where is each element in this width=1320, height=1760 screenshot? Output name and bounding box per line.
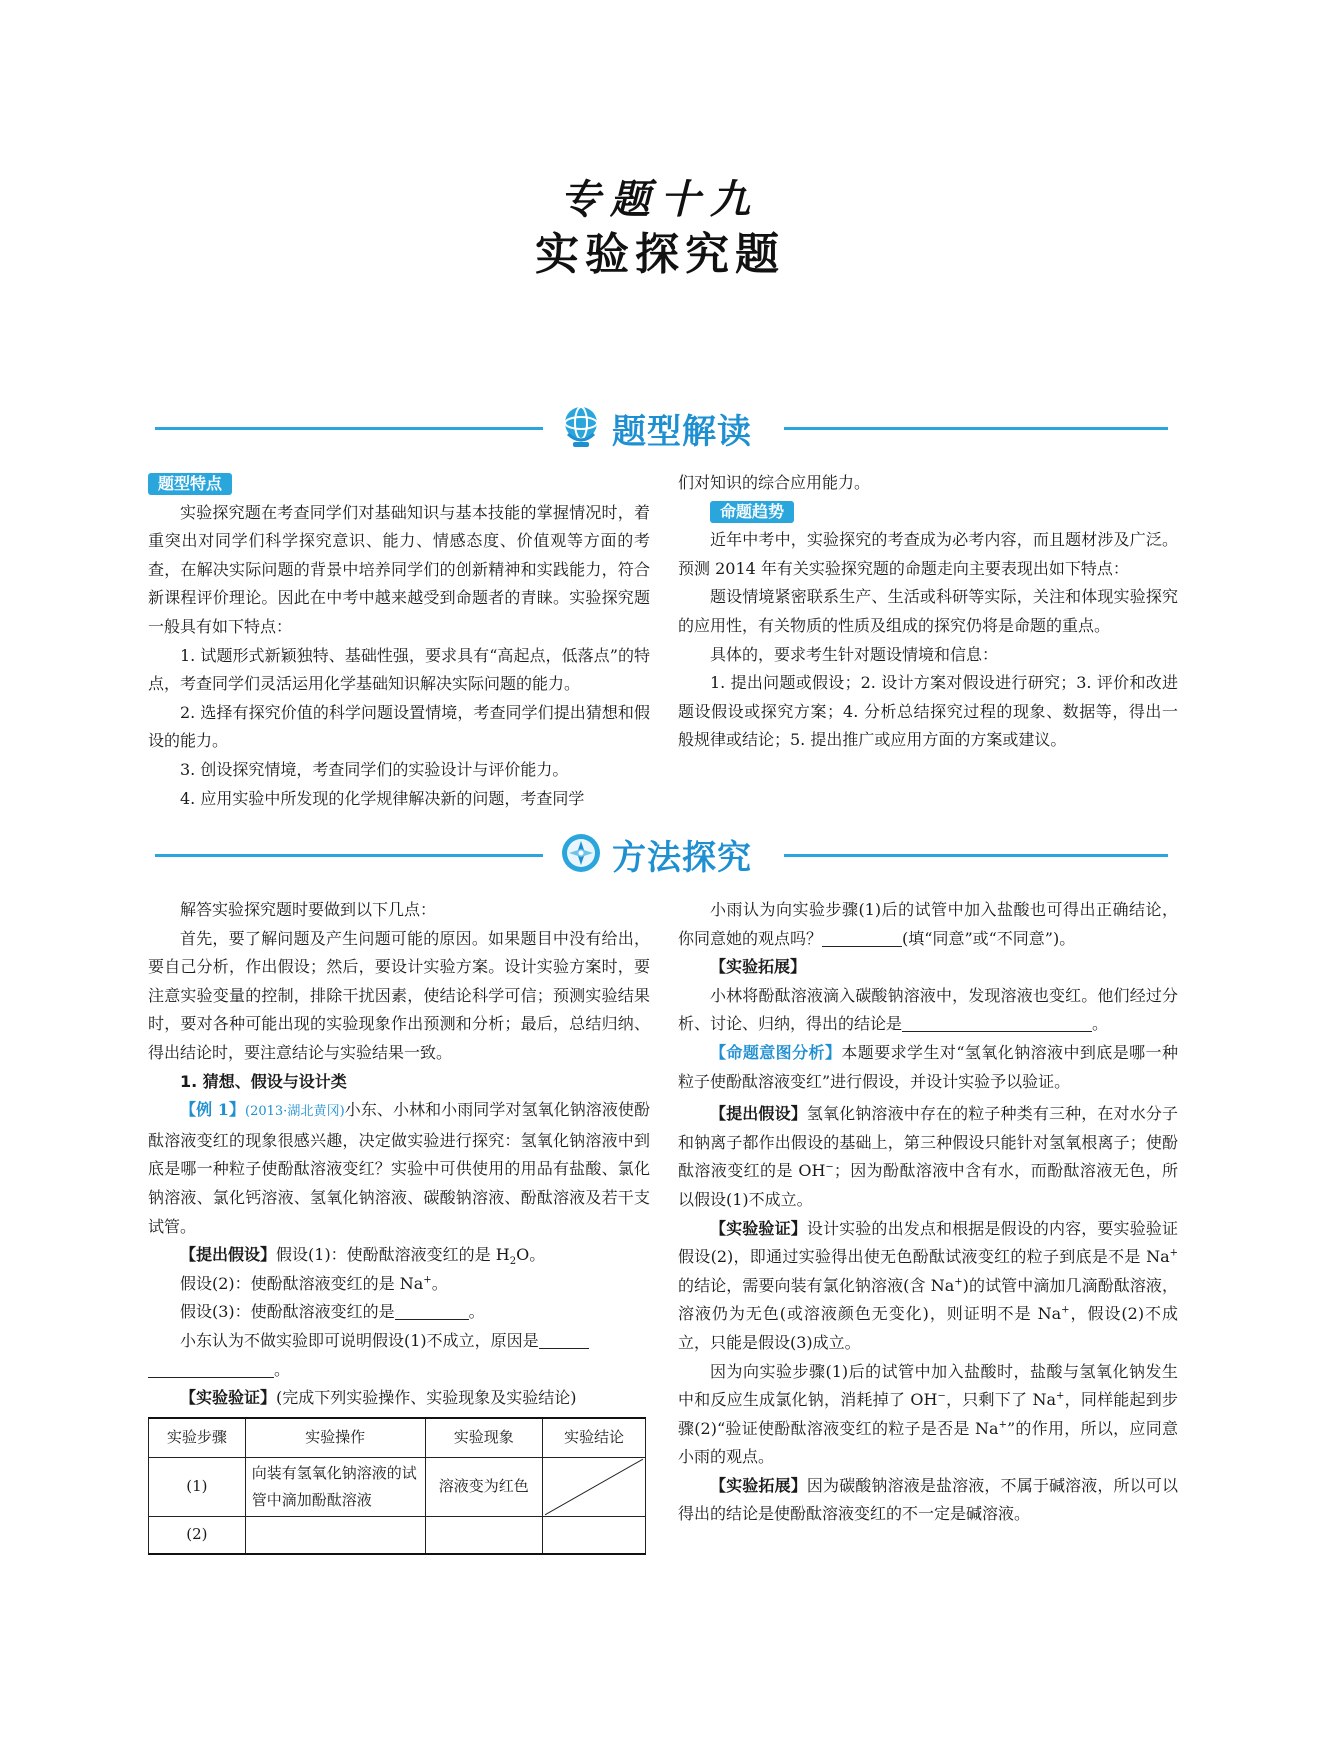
table-cell-conclusion-1-diagonal	[543, 1457, 646, 1516]
answer-extension: 【实验拓展】因为碳酸钠溶液是盐溶液，不属于碱溶液，所以可以得出的结论是使酚酞溶液变红的不一定是碱溶液。	[678, 1475, 1178, 1524]
experiment-table	[148, 1417, 646, 1555]
badge-features: 题型特点	[148, 473, 232, 495]
verify-instruction: 【实验验证】(完成下列实验操作、实验现象及实验结论)	[180, 1388, 577, 1408]
extension-blank[interactable]	[902, 1013, 1092, 1032]
section2-header	[558, 828, 780, 878]
hypothesis-3-blank[interactable]	[395, 1301, 469, 1320]
method-intro: 解答实验探究题时要做到以下几点：	[180, 900, 437, 919]
table-header-conclusion: 实验结论	[543, 1418, 646, 1458]
section1-line-left	[155, 427, 543, 430]
features-continued: 们对知识的综合应用能力。	[678, 473, 871, 492]
xiaoyu-question: 小雨认为向实验步骤(1)后的试管中加入盐酸也可得出正确结论，你同意她的观点吗？ (填“同意”或“不同意”)。	[678, 900, 1178, 948]
example-1	[148, 1096, 650, 1241]
features-paragraph: 实验探究题在考查同学们对基础知识与基本技能的掌握情况时，着重突出对同学们科学探究意识、能力、情感态度、价值观等方面的考查，在解决实际问题的背景中培养同学们的创新精神和实践能力，符合新课程评价理论。因此在中考中越来越受到命题者的青睐。实验探究题一般具有如下特点：	[148, 502, 650, 636]
topic-number-title: 专题十九	[560, 177, 760, 223]
method-paragraph: 首先，要了解问题及产生问题可能的原因。如果题目中没有给出，要自己分析，作出假设；然后，要设计实验方案。设计实验方案时，要注意实验变量的控制，排除干扰因素，使结论科学可信；预测实验结果时，要对各种可能出现的实验现象作出预测和分析；最后，总结归纳、得出结论时，要注意结论与实验结果一致。	[148, 928, 650, 1062]
subheading-guess-hypothesis: 1. 猜想、假设与设计类	[180, 1071, 347, 1091]
xiaoyu-blank[interactable]	[822, 928, 902, 947]
section2-line-left	[155, 854, 543, 857]
section2-right-column	[678, 896, 1178, 1529]
table-cell-phenomenon-2[interactable]	[425, 1516, 542, 1554]
hypothesis-1: 【提出假设】假设(1)：使酚酞溶液变红的是 $H_2O$。	[180, 1245, 546, 1268]
globe-icon	[558, 404, 604, 450]
xiaodong-blank-1[interactable]	[539, 1330, 589, 1349]
section1-right-column	[678, 469, 1178, 755]
trend-paragraph-3: 具体的，要求考生针对题设情境和信息：	[710, 644, 999, 664]
hypothesis-label: 【提出假设】	[180, 1245, 277, 1265]
xiaodong-question: 小东认为不做实验即可说明假设(1)不成立，原因是	[148, 1327, 650, 1356]
section1-line-right	[784, 427, 1168, 430]
section1-left-column	[148, 470, 650, 813]
table-row	[149, 1516, 646, 1554]
answer-hypothesis: 【提出假设】氢氧化钠溶液中存在的粒子种类有三种，在对水分子和钠离子都作出假设的基础上，第三种假设只能针对氢氧根离子；使酚酞溶液变红的是 OH−；因为酚酞溶液中含有水，而酚酞溶液无色，所以假设(1)不成立。	[678, 1104, 1178, 1209]
trend-paragraph-4: 1. 提出问题或假设；2. 设计方案对假设进行研究；3. 评价和改进题设假设或探究方案；4. 分析总结探究过程的现象、数据等，得出一般规律或结论；5. 提出推广或应用方面的方案或建议。	[678, 673, 1178, 750]
answer-hydrochloric: 因为向实验步骤(1)后的试管中加入盐酸时，盐酸与氢氧化钠发生中和反应生成氯化钠，消耗掉了 OH−，只剩下了 Na+，同样能起到步骤(2)“验证使酚酞溶液变红的粒子是否是 Na+”的作用，所以，应同意小雨的观点。	[678, 1361, 1178, 1467]
compass-icon	[558, 830, 604, 876]
page-title: 实验探究题	[535, 229, 785, 280]
verify-label: 【实验验证】	[180, 1388, 277, 1408]
extension-label: 【实验拓展】	[710, 957, 807, 977]
table-header-operation: 实验操作	[245, 1418, 425, 1458]
table-row	[149, 1457, 646, 1516]
trend-paragraph-2: 题设情境紧密联系生产、生活或科研等实际，关注和体现实验探究的应用性，有关物质的性质及组成的探究仍将是命题的重点。	[678, 587, 1178, 635]
trend-paragraph-1: 近年中考中，实验探究的考查成为必考内容，而且题材涉及广泛。预测 2014 年有关实验探究题的命题走向主要表现出如下特点：	[678, 530, 1178, 578]
extension-question: 小林将酚酞溶液滴入碳酸钠溶液中，发现溶液也变红。他们经过分析、讨论、归纳，得出的结论是 。	[678, 985, 1178, 1034]
section2-title: 方法探究	[612, 838, 752, 878]
table-cell-operation-2[interactable]	[245, 1516, 425, 1554]
section2-line-right	[784, 854, 1168, 857]
table-cell-phenomenon-1: 溶液变为红色	[425, 1457, 542, 1516]
table-header-phenomenon: 实验现象	[425, 1418, 542, 1458]
features-item-2: 2. 选择有探究价值的科学问题设置情境，考查同学们提出猜想和假设的能力。	[148, 702, 650, 751]
table-cell-step-1: (1)	[149, 1457, 246, 1516]
section2-left-column	[148, 896, 650, 1555]
badge-trend: 命题趋势	[710, 501, 794, 523]
table-cell-conclusion-2[interactable]	[543, 1516, 646, 1554]
table-header-step: 实验步骤	[149, 1418, 246, 1458]
features-item-1: 1. 试题形式新颖独特、基础性强，要求具有“高起点，低落点”的特点，考查同学们灵活运用化学基础知识解决实际问题的能力。	[148, 645, 650, 694]
features-item-3: 3. 创设探究情境，考查同学们的实验设计与评价能力。	[180, 759, 569, 779]
example-source: (2013·湖北黄冈)	[245, 1104, 345, 1120]
analysis-label: 【命题意图分析】	[710, 1042, 842, 1062]
xiaodong-blank-2[interactable]	[148, 1359, 274, 1378]
table-cell-step-2: (2)	[149, 1516, 246, 1554]
section1-header	[558, 402, 780, 452]
xiaodong-question-cont: 。	[148, 1356, 650, 1385]
section1-title: 题型解读	[612, 412, 752, 452]
analysis-paragraph: 【命题意图分析】本题要求学生对“氢氧化钠溶液中到底是哪一种粒子使酚酞溶液变红”进行假设，并设计实验予以验证。	[678, 1042, 1178, 1091]
hypothesis-2: 假设(2)：使酚酞溶液变红的是 Na+。	[180, 1273, 448, 1293]
features-item-4: 4. 应用实验中所发现的化学规律解决新的问题，考查同学	[180, 788, 585, 808]
example-text: 小东、小林和小雨同学对氢氧化钠溶液使酚酞溶液变红的现象很感兴趣，决定做实验进行探究：氢氧化钠溶液中到底是哪一种粒子使酚酞溶液变红？实验中可供使用的用品有盐酸、氯化钠溶液、氯化钙溶液、氢氧化钠溶液、碳酸钠溶液、酚酞溶液及若干支试管。	[148, 1100, 650, 1236]
table-cell-operation-1: 向装有氢氧化钠溶液的试管中滴加酚酞溶液	[245, 1457, 425, 1516]
hypothesis-3: 假设(3)：使酚酞溶液变红的是 。	[180, 1302, 485, 1322]
answer-verification: 【实验验证】设计实验的出发点和根据是假设的内容，要实验验证假设(2)，即通过实验得出使无色酚酞试液变红的粒子到底是不是 Na+ 的结论，需要向装有氯化钠溶液(含 Na+)的试管中滴加几滴酚酞溶液，溶液仍为无色(或溶液颜色无变化)，则证明不是 Na+，假设(2)不成立，只能是假设(3)成立。	[678, 1218, 1178, 1352]
example-label: 【例 1】	[180, 1100, 246, 1120]
